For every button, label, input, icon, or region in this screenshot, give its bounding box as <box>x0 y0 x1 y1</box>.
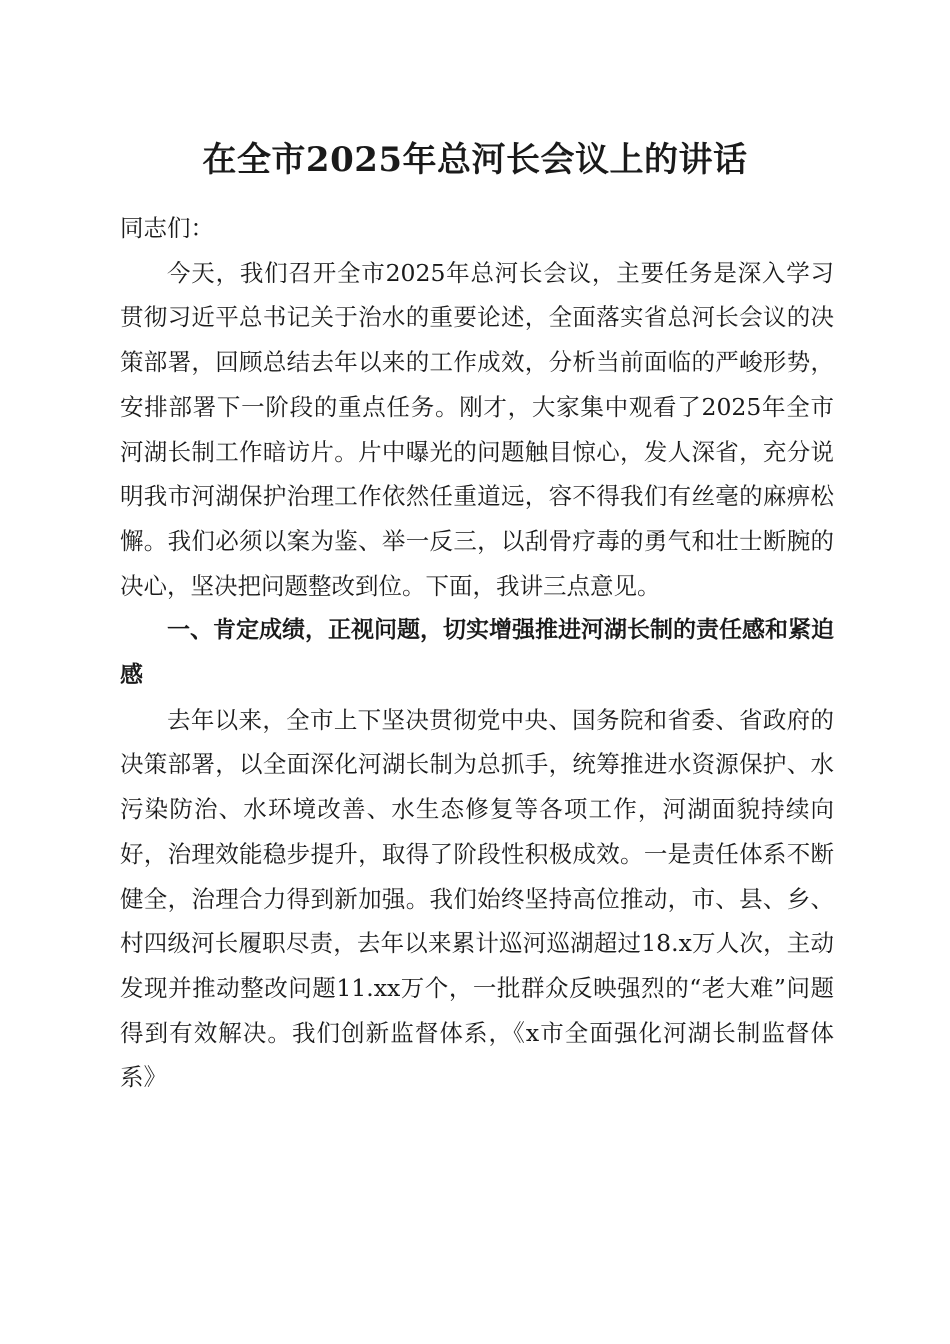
salutation: 同志们： <box>120 214 214 242</box>
section-paragraph: 去年以来，全市上下坚决贯彻党中央、国务院和省委、省政府的决策部署，以全面深化河湖长制为总抓手，统筹推进水资源保护、水污染防治、水环境改善、水生态修复等各项工作，河湖面貌持续向好，治理效能稳步提升，取得了阶段性积极成效。一是责任体系不断健全，治理合力得到新加强。我们始终坚持高位推动，市、县、乡、村四级河长履职尽责，去年以来累计巡河巡湖超过18.x万人次，主动发现并推动整改问题11.xx万个，一批群众反映强烈的“老大难”问题得到有效解决。我们创新监督体系，《x市全面强化河湖长制监督体系》 <box>120 705 834 1092</box>
intro-paragraph: 今天，我们召开全市2025年总河长会议，主要任务是深入学习贯彻习近平总书记关于治水的重要论述，全面落实省总河长会议的决策部署，回顾总结去年以来的工作成效，分析当前面临的严峻形势，安排部署下一阶段的重点任务。刚才，大家集中观看了2025年全市河湖长制工作暗访片。片中曝光的问题触目惊心，发人深省，充分说明我市河湖保护治理工作依然任重道远，容不得我们有丝毫的麻痹松懈。我们必须以案为鉴、举一反三，以刮骨疗毒的勇气和壮士断腕的决心，坚决把问题整改到位。下面，我讲三点意见。 <box>120 258 834 600</box>
section-heading: 一、肯定成绩，正视问题，切实增强推进河湖长制的责任感和紧迫感 <box>120 617 834 689</box>
document-title: 在全市2025年总河长会议上的讲话 <box>202 140 748 180</box>
document-body <box>120 206 834 1100</box>
